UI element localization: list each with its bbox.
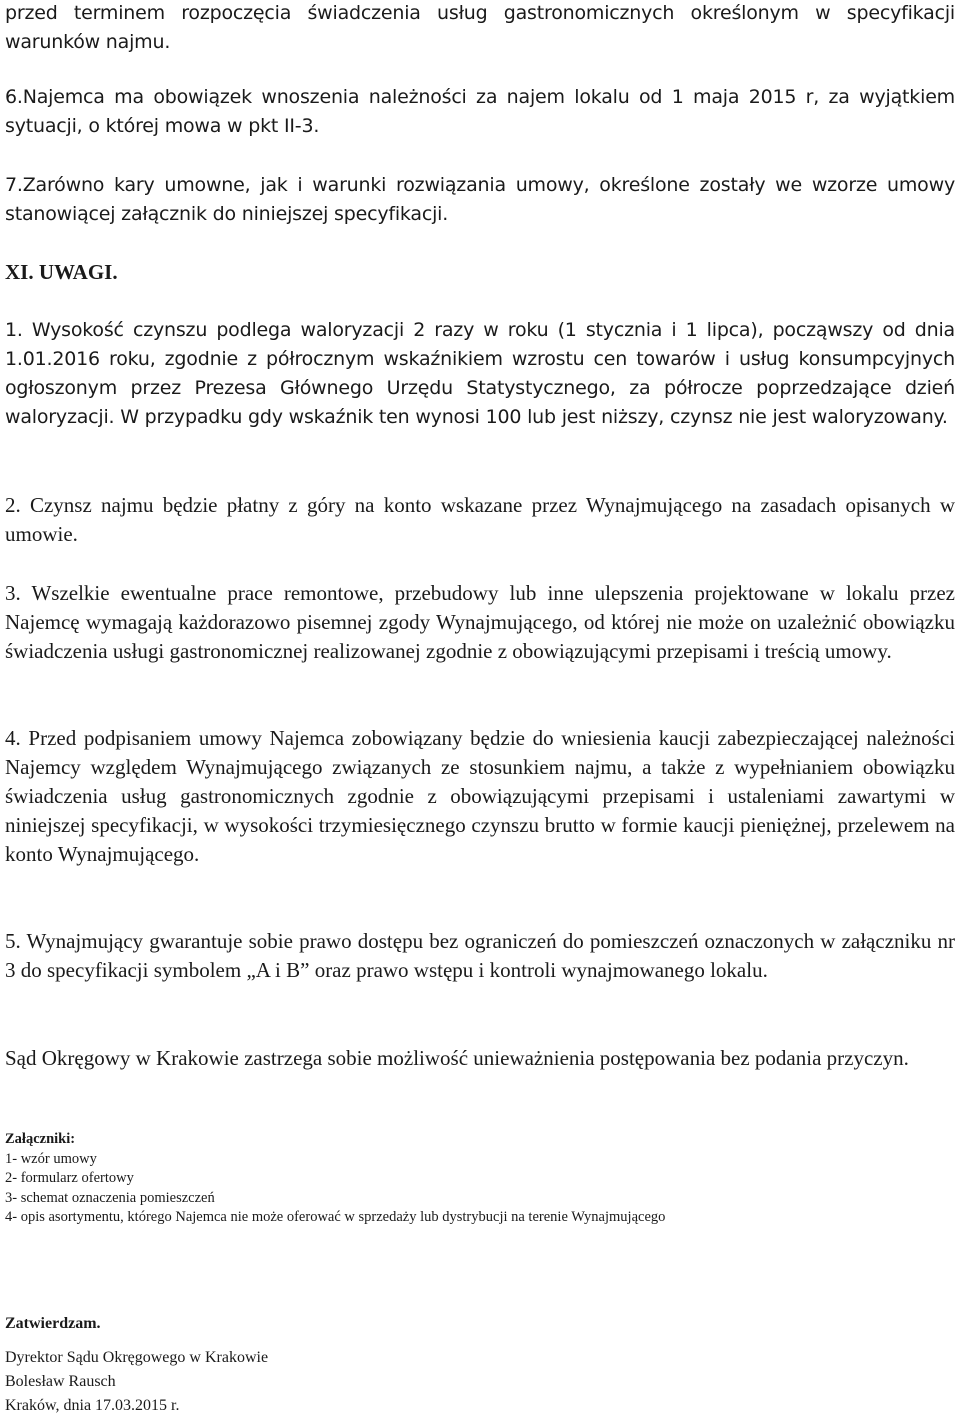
remark-2: 2. Czynsz najmu będzie płatny z góry na konto wskazane przez Wynajmującego na zasadach opisanych w umowie.	[5, 493, 955, 546]
attachments-list	[5, 1130, 955, 1228]
paragraph-top: przed terminem rozpoczęcia świadczenia usług gastronomicznych określonym w specyfikacji warunków najmu.	[5, 2, 955, 53]
remark-1: 1. Wysokość czynszu podlega waloryzacji 2 razy w roku (1 stycznia i 1 lipca), począwszy od dnia 1.01.2016 roku, zgodnie z półrocznym wskaźnikiem wzrostu cen towarów i usług konsumpcyjnych ogłoszonym przez Prezesa Głównego Urzędu Statystycznego, za półrocze poprzedzające dzień waloryzacji. W przypadku gdy wskaźnik ten wynosi 100 lub jest niższy, czynsz nie jest waloryzowany.	[5, 319, 955, 428]
court-reservation: Sąd Okręgowy w Krakowie zastrzega sobie możliwość unieważnienia postępowania bez podania przyczyn.	[5, 1046, 909, 1070]
paragraph-6: 6.Najemca ma obowiązek wnoszenia należności za najem lokalu od 1 maja 2015 r, za wyjątkiem sytuacji, o której mowa w pkt II-3.	[5, 86, 955, 137]
remark-3: 3. Wszelkie ewentualne prace remontowe, przebudowy lub inne ulepszenia projektowane w lokalu przez Najemcę wymagają każdorazowo pisemnej zgody Wynajmującego, od której nie może on uzależnić obowiązku świadczenia usługi gastronomicznej realizowanej zgodnie z obowiązującymi przepisami i treścią umowy.	[5, 581, 955, 663]
place-date: Kraków, dnia 17.03.2015 r.	[5, 1397, 180, 1414]
attachment-item: 1- wzór umowy	[5, 1150, 97, 1167]
approval-block	[5, 1312, 955, 1418]
attachment-item: 3- schemat oznaczenia pomieszczeń	[5, 1189, 215, 1206]
paragraph-7: 7.Zarówno kary umowne, jak i warunki rozwiązania umowy, określone zostały we wzorze umowy stanowiącej załącznik do niniejszej specyfikacji.	[5, 174, 955, 225]
signatory-name: Bolesław Rausch	[5, 1373, 116, 1390]
attachment-item: 2- formularz ofertowy	[5, 1170, 134, 1186]
signatory-position: Dyrektor Sądu Okręgowego w Krakowie	[5, 1349, 269, 1366]
remark-4: 4. Przed podpisaniem umowy Najemca zobowiązany będzie do wniesienia kaucji zabezpieczającej należności Najemcy względem Wynajmującego związanych ze stosunkiem najmu, a także z wypełnianiem obowiązku świadczenia usług gastronomicznych zgodnie z obowiązującymi przepisami i ustaleniami zawartymi w niniejszej specyfikacji, w wysokości trzymiesięcznego czynszu brutto w formie kaucji pieniężnej, przelewem na konto Wynajmującego.	[5, 726, 955, 866]
approval-title: Zatwierdzam.	[5, 1315, 101, 1332]
attachment-item: 4- opis asortymentu, którego Najemca nie może oferować w sprzedaży lub dystrybucji na terenie Wynajmującego	[5, 1209, 666, 1225]
remark-5: 5. Wynajmujący gwarantuje sobie prawo dostępu bez ograniczeń do pomieszczeń oznaczonych w załączniku nr 3 do specyfikacji symbolem „A i B” oraz prawo wstępu i kontroli wynajmowanego lokalu.	[5, 929, 955, 982]
section-heading: XI. UWAGI.	[5, 260, 118, 284]
attachments-title: Załączniki:	[5, 1131, 76, 1147]
